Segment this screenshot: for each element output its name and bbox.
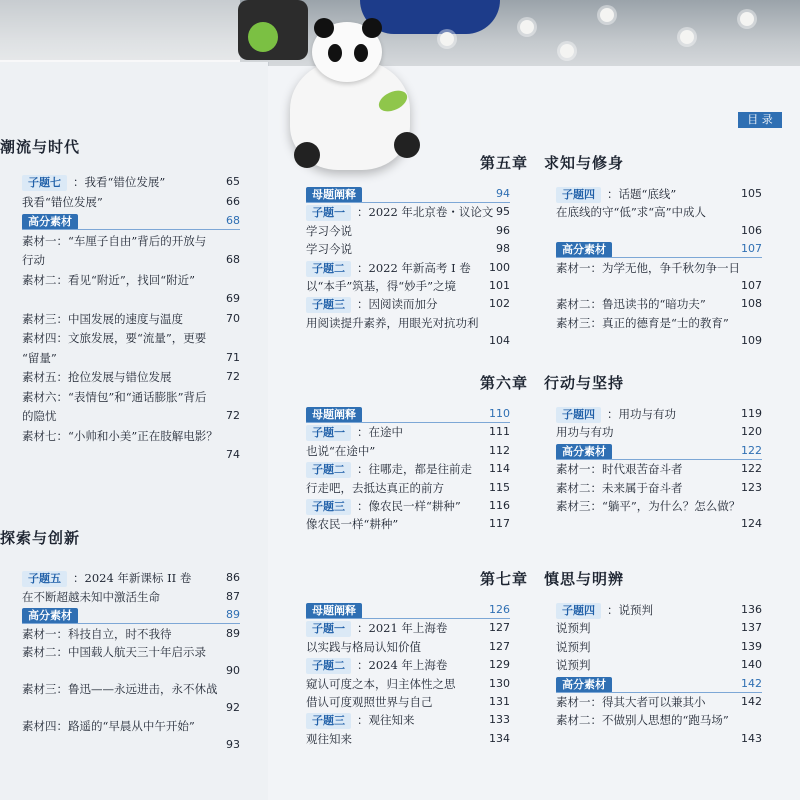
panda-eye-icon — [354, 44, 368, 62]
toc-entry-text: 借认可度观照世界与自己 — [306, 695, 433, 709]
page-number: 108 — [741, 297, 762, 311]
toc-entry-text: 素材一：“车厘子自由”背后的开放与 — [22, 233, 207, 248]
page-number: 111 — [489, 425, 510, 439]
page-number: 69 — [226, 292, 240, 305]
page-number: 109 — [741, 334, 762, 348]
badge-underline — [306, 618, 510, 619]
toc-row[interactable] — [22, 607, 240, 624]
page-number: 93 — [226, 737, 240, 751]
toc-row[interactable] — [556, 676, 762, 693]
toc-row[interactable] — [306, 278, 510, 294]
page-number: 98 — [496, 242, 510, 256]
toc-entry-text: 的隐忧 — [22, 409, 57, 423]
toc-entry-text: 窥认可度之本，归主体性之思 — [306, 676, 456, 691]
toc-row[interactable] — [22, 350, 240, 366]
page-number: 89 — [226, 626, 240, 640]
toc-entry-text: ：用功与有功 — [607, 407, 676, 421]
toc-entry-text: 素材一：科技自立，时不我待 — [22, 626, 172, 641]
clip-ring-icon — [248, 22, 278, 52]
page-number: 120 — [741, 425, 762, 439]
page-number: 124 — [741, 517, 762, 531]
toc-row[interactable] — [22, 272, 240, 288]
toc-entry-text: 用功与有功 — [556, 425, 614, 440]
toc-entry-text: ：观往知来 — [357, 713, 415, 728]
toc-entry-text: 素材二：鲁迅读书的“暗功夫” — [556, 297, 706, 312]
page-number: 137 — [741, 621, 762, 635]
page-number: 89 — [226, 608, 240, 621]
toc-row[interactable] — [556, 260, 762, 276]
toc-row[interactable] — [556, 657, 762, 673]
chapter-title: 第七章 慎思与明辨 — [480, 570, 625, 588]
subtopic-tag: 子题三 — [306, 499, 351, 515]
panda-ear-icon — [362, 18, 382, 38]
toc-entry-text: 素材一：时代艰苦奋斗者 — [556, 462, 683, 477]
toc-row[interactable] — [306, 406, 510, 423]
toc-row[interactable] — [22, 311, 240, 327]
toc-row[interactable] — [556, 461, 762, 477]
toc-row[interactable] — [306, 676, 510, 692]
toc-row[interactable] — [22, 252, 240, 268]
toc-entry-text: 素材二：不做别人思想的“跑马场” — [556, 713, 729, 728]
toc-row[interactable] — [556, 406, 762, 423]
wheel-icon — [294, 142, 320, 168]
page-number: 94 — [496, 187, 510, 200]
subtopic-tag: 子题四 — [556, 603, 601, 619]
page-number: 127 — [489, 639, 510, 653]
flower-dot — [680, 30, 694, 44]
toc-row[interactable] — [22, 369, 240, 385]
section-badge: 母题阐释 — [306, 187, 362, 203]
subtopic-tag: 子题三 — [306, 297, 351, 313]
subtopic-tag: 子题七 — [22, 175, 67, 191]
toc-entry-text: 我看“错位发展” — [22, 194, 103, 209]
page-number: 142 — [741, 676, 762, 690]
toc-row[interactable] — [556, 443, 762, 460]
page-number: 122 — [741, 443, 762, 457]
toc-entry-text: ：话题“底线” — [607, 187, 677, 201]
page-number: 87 — [226, 589, 240, 603]
page-number: 68 — [226, 214, 240, 227]
toc-entry-text: 用阅读提升素养，用眼光对抗功利 — [306, 315, 479, 330]
toc-row[interactable] — [22, 570, 240, 587]
toc-entry-text: 学习今说 — [306, 223, 352, 238]
toc-entry-text: ：在途中 — [357, 425, 403, 440]
subtopic-tag: 子题二 — [306, 658, 351, 674]
toc-row[interactable] — [306, 424, 510, 441]
page-number: 115 — [489, 480, 510, 494]
badge-underline — [306, 422, 510, 423]
badge-underline — [22, 623, 240, 624]
toc-row[interactable] — [556, 241, 762, 258]
toc-row[interactable] — [556, 480, 762, 496]
toc-row[interactable] — [556, 186, 762, 203]
badge-underline — [556, 459, 762, 460]
toc-row[interactable] — [22, 174, 240, 191]
flower-dot — [740, 12, 754, 26]
toc-row[interactable] — [22, 233, 240, 249]
panda-ear-icon — [314, 18, 334, 38]
page-number: 105 — [741, 187, 762, 200]
toc-entry-text: 素材六：“表情包”和“通话膨胀”背后 — [22, 389, 207, 404]
page-number: 68 — [226, 253, 240, 266]
section-badge: 高分素材 — [556, 677, 612, 693]
toc-row[interactable] — [306, 204, 510, 221]
page-number: 70 — [226, 311, 240, 325]
page-number: 107 — [741, 279, 762, 292]
toc-entry-text: 在不断超越未知中激活生命 — [22, 589, 160, 604]
toc-row[interactable] — [556, 296, 762, 312]
toc-row[interactable] — [306, 694, 510, 710]
page-number: 139 — [741, 639, 762, 653]
toc-row[interactable] — [22, 589, 240, 605]
subtopic-tag: 子题四 — [556, 187, 601, 203]
page-number: 117 — [489, 517, 510, 531]
subtopic-tag: 子题五 — [22, 571, 67, 587]
page-number: 65 — [226, 175, 240, 188]
toc-entry-text: 素材三：中国发展的速度与温度 — [22, 311, 183, 326]
page-number: 119 — [741, 407, 762, 420]
toc-row[interactable] — [22, 408, 240, 424]
toc-row[interactable] — [22, 194, 240, 210]
toc-entry-text: 素材四：路遥的“早晨从中午开始” — [22, 719, 195, 733]
section-badge: 高分素材 — [22, 608, 78, 624]
toc-row[interactable] — [306, 498, 510, 515]
page-number: 74 — [226, 448, 240, 461]
toc-row[interactable] — [22, 213, 240, 230]
toc-entry-text: 素材二：未来属于奋斗者 — [556, 480, 683, 495]
section-badge: 母题阐释 — [306, 407, 362, 423]
page-number: 143 — [741, 731, 762, 745]
page-number: 129 — [489, 658, 510, 672]
toc-row[interactable] — [306, 516, 510, 532]
badge-underline — [556, 257, 762, 258]
page-number: 123 — [741, 480, 762, 494]
flower-dot — [600, 8, 614, 22]
toc-row[interactable] — [306, 315, 510, 331]
toc-row[interactable] — [306, 223, 510, 239]
toc-entry-text: 素材一：得其大者可以兼其小 — [556, 695, 706, 709]
toc-entry-text: 素材四：文旅发展，要“流量”，更要 — [22, 331, 207, 345]
page-number: 86 — [226, 571, 240, 584]
toc-row[interactable] — [306, 639, 510, 655]
toc-row[interactable] — [22, 330, 240, 346]
toc-row[interactable] — [556, 712, 762, 728]
toc-entry-text: 素材二：看见“附近”，找回“附近” — [22, 272, 196, 287]
toc-entry-text: 素材五：抢位发展与错位发展 — [22, 370, 172, 384]
ruler-prop — [0, 0, 240, 62]
subtopic-tag: 子题一 — [306, 425, 351, 441]
toc-entry-text: 说预判 — [556, 621, 591, 636]
toc-row[interactable] — [22, 718, 240, 734]
toc-entry-text: 行走吧，去抵达真正的前方 — [306, 480, 444, 495]
page-number: 136 — [741, 603, 762, 616]
toc-entry-text: 素材一：为学无他，争千秋勿争一日 — [556, 260, 740, 275]
section-badge: 高分素材 — [556, 444, 612, 460]
toc-row[interactable] — [556, 602, 762, 619]
page-number: 142 — [741, 695, 762, 708]
page-number: 72 — [226, 409, 240, 422]
toc-row[interactable] — [306, 296, 510, 313]
toc-row[interactable] — [22, 681, 240, 697]
toc-row[interactable] — [306, 260, 510, 277]
toc-entry-text: 素材三：真正的德育是“士的教育” — [556, 315, 729, 330]
toc-row[interactable] — [306, 480, 510, 496]
wheel-icon — [394, 132, 420, 158]
subtopic-tag: 子题二 — [306, 261, 351, 277]
toc-entry-text: ：2024 年上海卷 — [357, 658, 448, 673]
badge-underline — [556, 692, 762, 693]
toc-row[interactable] — [306, 602, 510, 619]
toc-row[interactable] — [556, 694, 762, 710]
toc-entry-text: 以“本手”筑基，得“妙手”之境 — [306, 279, 457, 293]
page-number: 102 — [489, 297, 510, 311]
section-badge: 母题阐释 — [306, 603, 362, 619]
toc-row[interactable] — [22, 626, 240, 642]
toc-row[interactable] — [306, 620, 510, 637]
toc-entry-text: ：2024 年新课标 II 卷 — [73, 571, 192, 585]
toc-entry-text: ：2021 年上海卷 — [357, 621, 448, 636]
toc-header-tab: 目 录 — [738, 112, 782, 128]
toc-entry-text: ：2022 年北京卷・议论文 — [357, 205, 494, 220]
page-number: 106 — [741, 223, 762, 237]
toc-row[interactable] — [556, 498, 762, 514]
section-title-top: 潮流与时代 — [0, 138, 81, 156]
toc-entry-text: “留量” — [22, 350, 57, 365]
page-number: 110 — [489, 407, 510, 420]
toc-row[interactable] — [306, 241, 510, 257]
page-number: 133 — [489, 713, 510, 727]
toc-row[interactable] — [556, 424, 762, 440]
toc-entry-text: 说预判 — [556, 658, 591, 673]
page-number: 107 — [741, 242, 762, 256]
section-title-bottom: 探索与创新 — [0, 529, 81, 547]
subtopic-tag: 子题四 — [556, 407, 601, 423]
page-number: 127 — [489, 621, 510, 635]
toc-entry-text: 观往知来 — [306, 731, 352, 746]
page-number: 134 — [489, 731, 510, 745]
toc-row[interactable] — [556, 620, 762, 636]
toc-row[interactable] — [306, 443, 510, 459]
section-badge: 高分素材 — [22, 214, 78, 230]
toc-entry-text: ：我看“错位发展” — [73, 175, 166, 189]
toc-row[interactable] — [556, 204, 762, 220]
chapter-title: 第五章 求知与修身 — [480, 154, 625, 172]
page-number: 72 — [226, 370, 240, 383]
page-number: 116 — [489, 499, 510, 512]
toc-entry-text: ：像农民一样“耕种” — [357, 499, 461, 513]
section-badge: 高分素材 — [556, 242, 612, 258]
page-number: 101 — [489, 279, 510, 292]
page-number: 126 — [489, 603, 510, 616]
chapter-title: 第六章 行动与坚持 — [480, 374, 625, 392]
page-number: 104 — [489, 334, 510, 348]
page-number: 92 — [226, 700, 240, 714]
flower-dot — [440, 32, 454, 46]
page-number: 122 — [741, 462, 762, 476]
toc-entry-text: ：因阅读而加分 — [357, 297, 438, 312]
page-number: 71 — [226, 350, 240, 364]
toc-entry-text: ：往哪走，都是往前走 — [357, 462, 472, 477]
page-number: 140 — [741, 658, 762, 672]
toc-entry-text: 素材三：鲁迅——永远进击，永不休战 — [22, 682, 218, 696]
toc-entry-text: 以实践与格局认知价值 — [306, 639, 421, 654]
toc-row[interactable] — [22, 389, 240, 405]
page-number: 96 — [496, 223, 510, 237]
page-number: 112 — [489, 443, 510, 457]
toc-row[interactable] — [306, 461, 510, 478]
panda-eye-icon — [328, 44, 342, 62]
toc-entry-text: ：说预判 — [607, 603, 653, 617]
toc-entry-text: 学习今说 — [306, 242, 352, 257]
subtopic-tag: 子题三 — [306, 713, 351, 729]
page-number: 95 — [496, 205, 510, 219]
page-number: 100 — [489, 260, 510, 274]
toc-entry-text: 在底线的守“低”求“高”中成人 — [556, 205, 707, 220]
toc-row[interactable] — [22, 644, 240, 660]
toc-row[interactable] — [306, 712, 510, 729]
flower-dot — [560, 44, 574, 58]
toc-row[interactable] — [22, 428, 240, 444]
toc-row[interactable] — [556, 639, 762, 655]
page-number: 90 — [226, 663, 240, 677]
subtopic-tag: 子题一 — [306, 205, 351, 221]
page-number: 66 — [226, 194, 240, 208]
toc-entry-text: 素材三：“躺平”，为什么？怎么做？ — [556, 499, 741, 513]
page-number: 131 — [489, 695, 510, 708]
toc-entry-text: ：2022 年新高考 I 卷 — [357, 260, 471, 275]
toc-row[interactable] — [306, 657, 510, 674]
toc-row[interactable] — [306, 731, 510, 747]
page-number: 130 — [489, 676, 510, 690]
subtopic-tag: 子题一 — [306, 621, 351, 637]
badge-underline — [22, 229, 240, 230]
flower-dot — [520, 20, 534, 34]
toc-row[interactable] — [306, 186, 510, 203]
toc-entry-text: 也说“在途中” — [306, 443, 376, 458]
page-number: 114 — [489, 462, 510, 476]
toc-entry-text: 素材二：中国载人航天三十年启示录 — [22, 645, 206, 659]
toc-entry-text: 行动 — [22, 253, 45, 267]
toc-row[interactable] — [556, 315, 762, 331]
toc-entry-text: 说预判 — [556, 639, 591, 654]
toc-entry-text: 素材七：“小帅和小美”正在肢解电影？ — [22, 428, 218, 443]
toc-entry-text: 像农民一样“耕种” — [306, 517, 399, 532]
badge-underline — [306, 202, 510, 203]
subtopic-tag: 子题二 — [306, 462, 351, 478]
